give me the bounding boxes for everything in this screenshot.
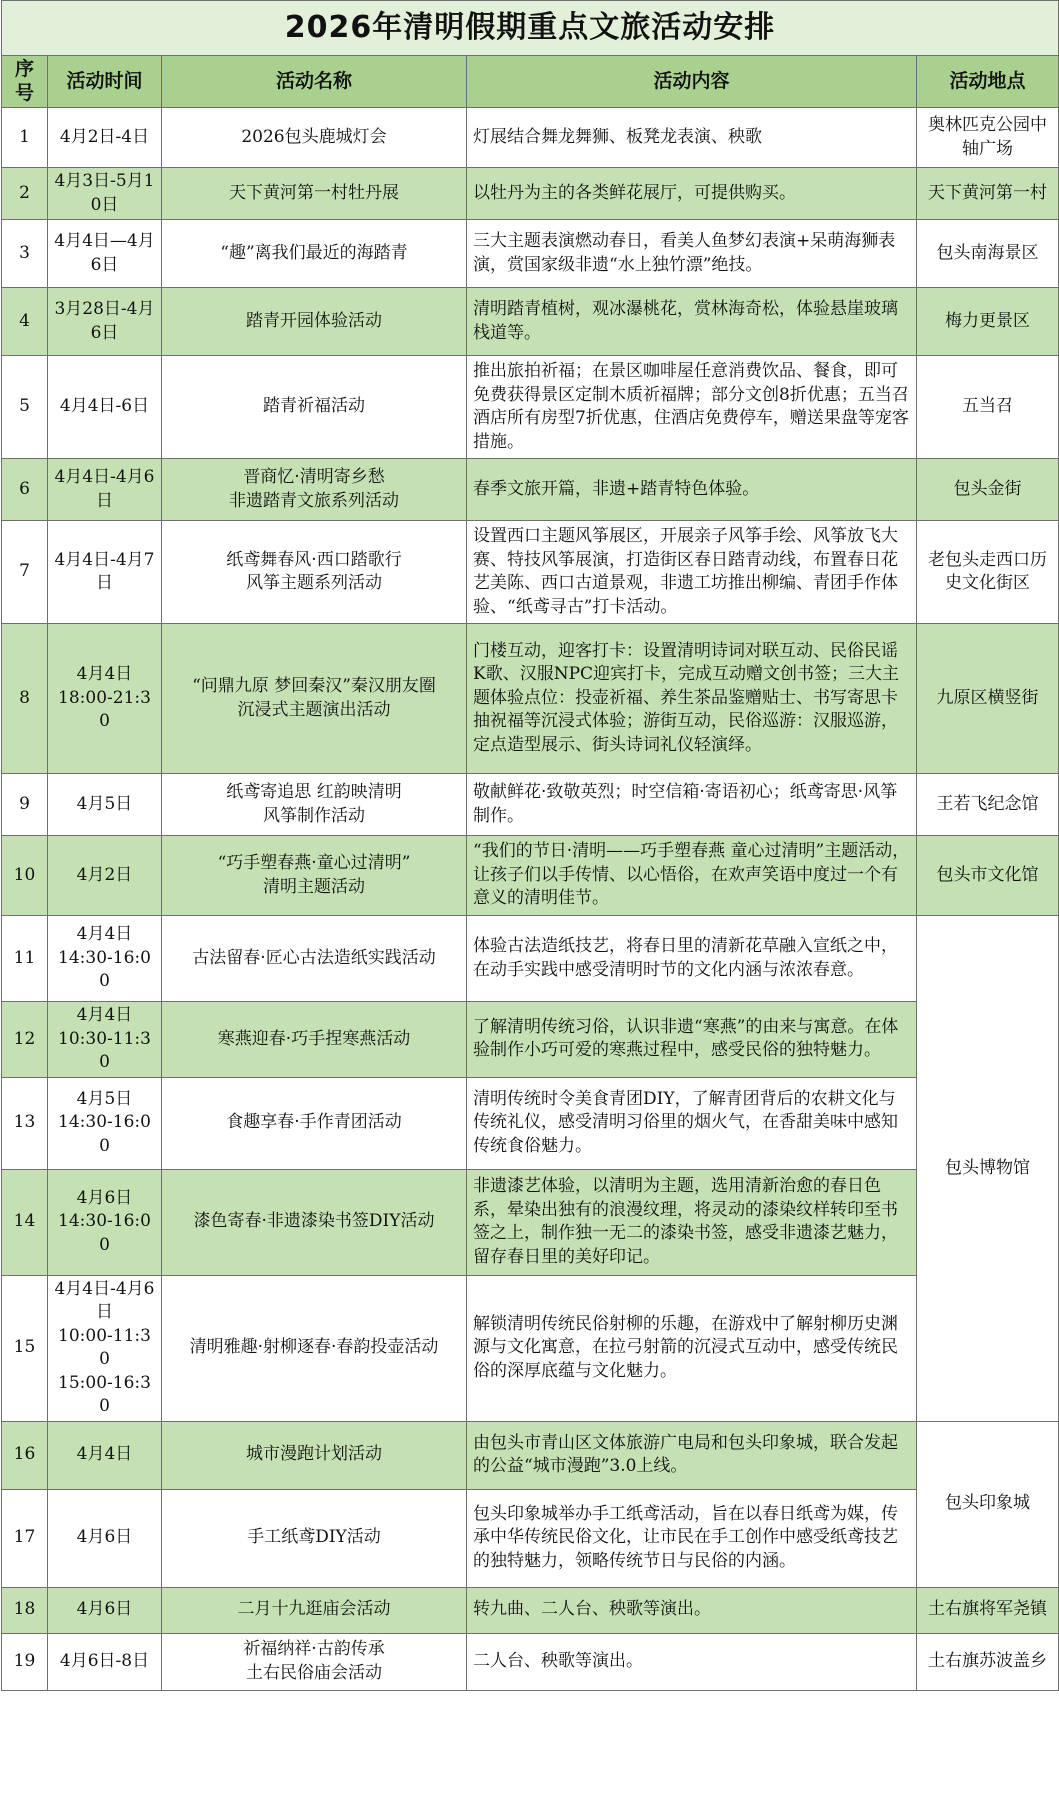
activity-name-line: 风筝制作活动 (263, 805, 365, 826)
activity-name-line: 二月十九逛庙会活动 (237, 1599, 391, 1620)
activity-time-line: 4月4日—4月6日 (54, 231, 155, 275)
activity-name-line: “趣”离我们最近的海踏青 (220, 242, 408, 263)
activity-time-line: 4月4日 (76, 664, 133, 685)
activity-name-line: 非遗踏青文旅系列活动 (229, 490, 399, 511)
activity-time (48, 1421, 162, 1489)
activity-name-line: 晋商忆·清明寄乡愁 (243, 467, 385, 487)
activity-time (48, 220, 162, 288)
activity-name (162, 1002, 467, 1078)
header-number: 序号 (2, 56, 48, 108)
activity-name (162, 220, 467, 288)
activity-name-line: 踏青祈福活动 (263, 396, 365, 417)
activity-content: 设置西口主题风筝展区，开展亲子风筝手绘、风筝放飞大赛、特技风筝展演，打造街区春日踏青动线，布置春日花艺美陈、西口古道景观，非遗工坊推出柳编、青团手作体验、“纸鸢寻古”打卡活动。 (467, 521, 917, 624)
activity-time-line: 4月6日-8日 (59, 1650, 150, 1671)
activity-content: “我们的节日·清明——巧手塑春燕 童心过清明”主题活动，让孩子们以手传情、以心悟俗，在欢声笑语中度过一个有意义的清明佳节。 (467, 836, 917, 916)
row-number: 19 (2, 1633, 48, 1690)
activity-name-line: “巧手塑春燕·童心过清明” (217, 853, 411, 873)
table-row (2, 916, 1059, 1002)
row-number: 12 (2, 1002, 48, 1078)
table-row (2, 220, 1059, 288)
activity-place: 老包头走西口历史文化街区 (917, 521, 1059, 624)
table-row (2, 459, 1059, 521)
activity-time-line: 14:30-16:00 (58, 1211, 151, 1255)
activity-content: 包头印象城举办手工纸鸢活动，旨在以春日纸鸢为媒，传承中华传统民俗文化，让市民在手工创作中感受纸鸢技艺的独特魅力，领略传统节日与民俗的内涵。 (467, 1489, 917, 1587)
header-content: 活动内容 (467, 56, 917, 108)
activity-content: 二人台、秧歌等演出。 (467, 1633, 917, 1690)
table-row (2, 836, 1059, 916)
row-number: 9 (2, 774, 48, 836)
activity-content: 非遗漆艺体验，以清明为主题，选用清新治愈的春日色系，晕染出独有的浪漫纹理，将灵动的漆染纹样转印至书签之上，制作独一无二的漆染书签，感受非遗漆艺魅力，留存春日里的美好印记。 (467, 1169, 917, 1275)
activity-time (48, 1275, 162, 1421)
activity-name-line: 2026包头鹿城灯会 (241, 126, 387, 147)
activity-place: 梅力更景区 (917, 288, 1059, 356)
activity-name-line: 城市漫跑计划活动 (246, 1444, 382, 1465)
activity-time-line: 4月4日-4月6日 (54, 467, 155, 511)
activity-name (162, 168, 467, 220)
activity-place: 土右旗苏波盖乡 (917, 1633, 1059, 1690)
row-number: 2 (2, 168, 48, 220)
activity-name (162, 836, 467, 916)
page-title: 2026年清明假期重点文旅活动安排 (2, 1, 1059, 56)
activity-content: 敬献鲜花·致敬英烈；时空信箱·寄语初心；纸鸢寄思·风筝制作。 (467, 774, 917, 836)
header-time: 活动时间 (48, 56, 162, 108)
table-row (2, 1587, 1059, 1633)
row-number: 16 (2, 1421, 48, 1489)
activity-content: 以牡丹为主的各类鲜花展厅，可提供购买。 (467, 168, 917, 220)
row-number: 13 (2, 1077, 48, 1169)
activity-place: 五当召 (917, 356, 1059, 459)
activity-time (48, 356, 162, 459)
activity-content: 灯展结合舞龙舞狮、板凳龙表演、秧歌 (467, 108, 917, 168)
activity-time-line: 4月4日-4月6日 (54, 1278, 155, 1322)
activity-place: 奥林匹克公园中轴广场 (917, 108, 1059, 168)
activity-time-line: 4月5日 (76, 1088, 133, 1109)
row-number: 11 (2, 916, 48, 1002)
activity-time (48, 459, 162, 521)
activity-place: 包头南海景区 (917, 220, 1059, 288)
activity-content: 体验古法造纸技艺，将春日里的清新花草融入宣纸之中，在动手实践中感受清明时节的文化内涵与浓浓春意。 (467, 916, 917, 1002)
activity-name (162, 1421, 467, 1489)
activity-name-line: 沉浸式主题演出活动 (237, 699, 391, 720)
table-row (2, 356, 1059, 459)
activity-content: 春季文旅开篇，非遗+踏青特色体验。 (467, 459, 917, 521)
table-row (2, 624, 1059, 774)
row-number: 8 (2, 624, 48, 774)
table-row (2, 168, 1059, 220)
activity-name-line: 古法留春·匠心古法造纸实践活动 (192, 947, 436, 968)
activity-name-line: 寒燕迎春·巧手捏寒燕活动 (217, 1028, 411, 1049)
activity-time-line: 4月4日 (76, 1444, 133, 1465)
activity-time-line: 14:30-16:00 (58, 947, 151, 992)
activity-name-line: 清明雅趣·射柳逐春·春韵投壶活动 (189, 1337, 439, 1358)
activity-time (48, 1002, 162, 1078)
activity-time-line: 10:30-11:30 (58, 1028, 151, 1072)
activity-time-line: 4月4日-6日 (59, 396, 150, 417)
activity-content: 推出旅拍祈福；在景区咖啡屋任意消费饮品、餐食，即可免费获得景区定制木质祈福牌；部分文创8折优惠；五当召酒店所有房型7折优惠，住酒店免费停车，赠送果盘等宠客措施。 (467, 356, 917, 459)
activity-name (162, 1077, 467, 1169)
activity-time (48, 774, 162, 836)
row-number: 3 (2, 220, 48, 288)
activity-content: 转九曲、二人台、秧歌等演出。 (467, 1587, 917, 1633)
activity-time (48, 1587, 162, 1633)
activity-name (162, 1633, 467, 1690)
header-name: 活动名称 (162, 56, 467, 108)
activity-content: 了解清明传统习俗，认识非遗“寒燕”的由来与寓意。在体验制作小巧可爱的寒燕过程中，感受民俗的独特魅力。 (467, 1002, 917, 1078)
activity-time (48, 521, 162, 624)
table-row (2, 108, 1059, 168)
activity-time-line: 18:00-21:30 (58, 687, 151, 732)
activity-time (48, 836, 162, 916)
activity-name (162, 521, 467, 624)
activity-name-line: 纸鸢寄追思 红韵映清明 (226, 782, 402, 802)
activity-name (162, 459, 467, 521)
activity-name-line: 漆色寄春·非遗漆染书签DIY活动 (193, 1211, 435, 1232)
activity-content: 三大主题表演燃动春日，看美人鱼梦幻表演+呆萌海狮表演，赏国家级非遗“水上独竹漂”绝技。 (467, 220, 917, 288)
activity-time-line: 14:30-16:00 (58, 1112, 151, 1156)
activity-name-line: 纸鸢舞春风·西口踏歌行 (226, 549, 402, 570)
activity-time-line: 4月4日 (76, 924, 133, 945)
activity-content: 清明踏青植树，观冰瀑桃花，赏林海奇松，体验悬崖玻璃栈道等。 (467, 288, 917, 356)
table-body (2, 108, 1059, 1691)
activity-name (162, 1489, 467, 1587)
activity-name-line: 土右民俗庙会活动 (246, 1662, 382, 1683)
row-number: 15 (2, 1275, 48, 1421)
activity-name (162, 356, 467, 459)
activity-content: 解锁清明传统民俗射柳的乐趣，在游戏中了解射柳历史渊源与文化寓意，在拉弓射箭的沉浸式互动中，感受传统民俗的深厚底蕴与文化魅力。 (467, 1275, 917, 1421)
activity-time (48, 168, 162, 220)
table-row (2, 1275, 1059, 1421)
activity-place: 包头金街 (917, 459, 1059, 521)
activity-place: 九原区横竖街 (917, 624, 1059, 774)
activity-name (162, 624, 467, 774)
activity-time-line: 4月6日 (76, 1599, 133, 1620)
activity-time (48, 1489, 162, 1587)
activity-content: 门楼互动，迎客打卡：设置清明诗词对联互动、民俗民谣K歌、汉服NPC迎宾打卡，完成互动赠文创书签；三大主题体验点位：投壶祈福、养生茶品鉴赠贴士、书写寄思卡抽祝福等沉浸式体验；游街互动，民俗巡游：汉服巡游，定点造型展示、街头诗词礼仪轻演绎。 (467, 624, 917, 774)
row-number: 5 (2, 356, 48, 459)
table-row (2, 774, 1059, 836)
activity-place: 天下黄河第一村 (917, 168, 1059, 220)
activity-name-line: 踏青开园体验活动 (246, 310, 382, 331)
table-row (2, 1169, 1059, 1275)
activity-time-line: 4月5日 (76, 793, 133, 814)
activity-name (162, 916, 467, 1002)
header-place: 活动地点 (917, 56, 1059, 108)
table-row (2, 1633, 1059, 1690)
activity-time-line: 4月4日-4月7日 (54, 549, 155, 593)
row-number: 1 (2, 108, 48, 168)
activity-time-line: 4月6日 (76, 1187, 133, 1208)
activity-time (48, 108, 162, 168)
activity-time (48, 1633, 162, 1690)
activity-place: 包头市文化馆 (917, 836, 1059, 916)
activity-time (48, 1077, 162, 1169)
activity-name (162, 288, 467, 356)
row-number: 6 (2, 459, 48, 521)
activity-place: 包头印象城 (917, 1421, 1059, 1587)
activity-place: 土右旗将军尧镇 (917, 1587, 1059, 1633)
activity-time-line: 4月2日-4日 (59, 126, 150, 147)
activity-time-line: 4月4日 (76, 1005, 133, 1025)
activity-name (162, 108, 467, 168)
activity-name (162, 774, 467, 836)
activity-time-line: 4月3日-5月10日 (54, 171, 155, 215)
row-number: 18 (2, 1587, 48, 1633)
activity-name-line: “问鼎九原 梦回秦汉”秦汉朋友圈 (192, 676, 436, 696)
row-number: 17 (2, 1489, 48, 1587)
activity-time (48, 288, 162, 356)
table-row (2, 1002, 1059, 1078)
activity-time-line: 10:00-11:30 (58, 1325, 151, 1369)
activity-place: 王若飞纪念馆 (917, 774, 1059, 836)
activity-name (162, 1169, 467, 1275)
activity-name-line: 食趣享春·手作青团活动 (226, 1112, 402, 1133)
table-row (2, 1489, 1059, 1587)
activity-name (162, 1275, 467, 1421)
table-row (2, 1421, 1059, 1489)
activity-name-line: 清明主题活动 (263, 876, 365, 897)
table-row (2, 521, 1059, 624)
row-number: 7 (2, 521, 48, 624)
row-number: 10 (2, 836, 48, 916)
activity-name-line: 天下黄河第一村牡丹展 (229, 182, 399, 203)
row-number: 4 (2, 288, 48, 356)
activity-time (48, 1169, 162, 1275)
activity-place: 包头博物馆 (917, 916, 1059, 1422)
activity-name-line: 手工纸鸢DIY活动 (247, 1527, 381, 1548)
activity-time-line: 3月28日-4月6日 (54, 299, 155, 343)
row-number: 14 (2, 1169, 48, 1275)
activity-time-line: 4月6日 (76, 1527, 133, 1548)
activity-time-line: 15:00-16:30 (58, 1372, 151, 1416)
activity-time (48, 916, 162, 1002)
activity-name-line: 祈福纳祥·古韵传承 (243, 1639, 385, 1659)
activity-content: 清明传统时令美食青团DIY，了解青团背后的农耕文化与传统礼仪，感受清明习俗里的烟火气，在香甜美味中感知传统食俗魅力。 (467, 1077, 917, 1169)
activity-name (162, 1587, 467, 1633)
activity-time-line: 4月2日 (76, 864, 133, 885)
table-row (2, 288, 1059, 356)
table-row (2, 1077, 1059, 1169)
activity-name-line: 风筝主题系列活动 (246, 573, 382, 593)
activity-table (1, 0, 1059, 1691)
activity-time (48, 624, 162, 774)
activity-content: 由包头市青山区文体旅游广电局和包头印象城，联合发起的公益“城市漫跑”3.0上线。 (467, 1421, 917, 1489)
